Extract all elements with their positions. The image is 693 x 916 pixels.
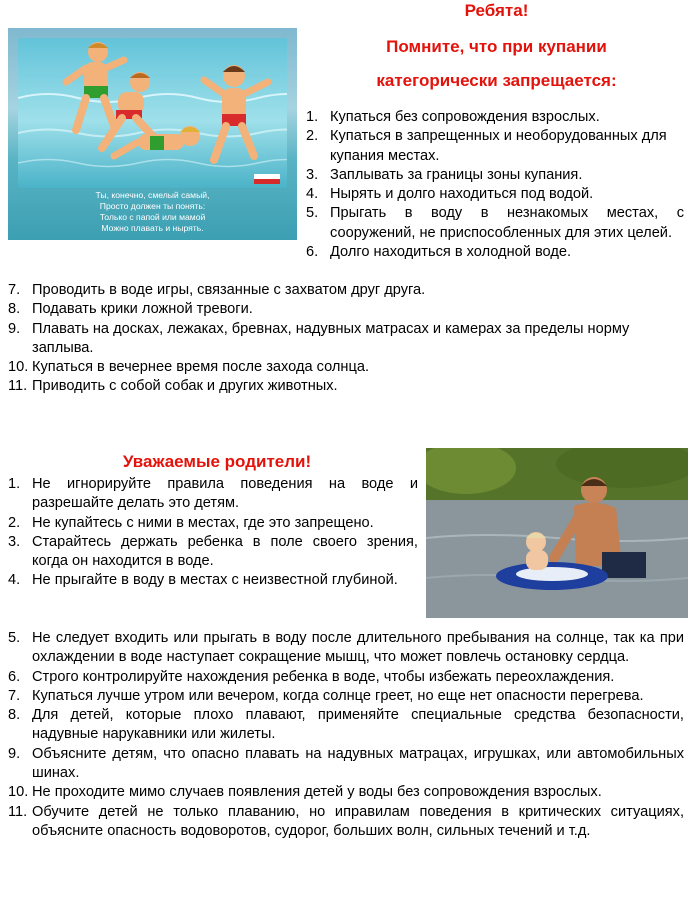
list-item: 7. Проводить в воде игры, связанные с захватом друг друга.	[8, 282, 426, 298]
list-item: 5. Не следует входить или прыгать в воду после длительного пребывания на солнце, так ка при охлаждении в воде наступает сокращение мышц, что может повлечь остановку сердца.	[8, 630, 684, 666]
caption-line: Ты, конечно, смелый самый,	[95, 190, 210, 200]
list-item: 9. Плавать на досках, лежаках, бревнах, надувных матрасах и камерах за пределы норму заплыва.	[8, 320, 630, 356]
section1-title	[300, 0, 693, 92]
list-item: 3. Старайтесь держать ребенка в поле своего зрения, когда он находится в воде.	[8, 533, 418, 570]
list-item: 4. Не прыгайте в воду в местах с неизвестной глубиной.	[8, 572, 398, 589]
section1-list-full	[8, 281, 684, 397]
list-item: 2. Не купайтесь с ними в местах, где это запрещено.	[8, 514, 374, 531]
list-item: 5. Прыгать в воду в незнакомых местах, с сооружений, не приспособленных для этих целей.	[306, 205, 684, 241]
list-item: 1. Не игнорируйте правила поведения на воде и разрешайте делать это детям.	[8, 476, 418, 512]
list-item: 8. Для детей, которые плохо плавают, применяйте специальные средства безопасности, надувные нарукавники или жилеты.	[8, 707, 684, 743]
section2-list-full	[8, 629, 684, 841]
list-item: 11. Обучите детей не только плаванию, но иправилам поведения в критических ситуациях, объясните опасность водоворотов, судорог, больших волн, сильных течений и т.д.	[8, 803, 684, 839]
section2-list-side	[8, 475, 418, 591]
caption-line: Просто должен ты понять:	[99, 201, 206, 211]
list-item: 6. Строго контролируйте нахождения ребенка в воде, чтобы избежать переохлаждения.	[8, 668, 615, 685]
illustration-caption	[8, 190, 297, 234]
title-line-1: Ребята!	[464, 1, 529, 20]
title-line-3: категорически запрещается:	[376, 71, 617, 90]
list-item: 4. Нырять и долго находиться под водой.	[306, 186, 594, 203]
children-swimming-illustration	[8, 28, 297, 240]
list-item: 3. Заплывать за границы зоны купания.	[306, 166, 583, 183]
list-item: 2. Купаться в запрещенных и необорудованных для купания местах.	[306, 128, 667, 164]
list-item: 10. Не проходите мимо случаев появления детей у воды без сопровождения взрослых.	[8, 784, 602, 801]
list-item: 8. Подавать крики ложной тревоги.	[8, 301, 253, 318]
list-item: 7. Купаться лучше утром или вечером, когда солнце греет, но еще нет опасности перегрева.	[8, 687, 644, 704]
pool-scene	[18, 38, 287, 188]
section2-title: Уважаемые родители!	[122, 452, 312, 471]
title-line-2: Помните, что при купании	[386, 37, 607, 56]
list-item: 1. Купаться без сопровождения взрослых.	[306, 109, 600, 125]
father-child-photo	[426, 448, 688, 618]
section1-list-side	[306, 108, 684, 262]
caption-line: Только с папой или мамой	[99, 212, 206, 222]
father-child-in-water-icon	[426, 448, 688, 618]
list-item: 9. Объясните детям, что опасно плавать на надувных матрацах, игрушках, или автомобильных шинах.	[8, 745, 684, 782]
flag-icon	[254, 174, 280, 184]
swimming-kids-icon	[18, 38, 287, 188]
caption-line: Можно плавать и нырять.	[101, 223, 204, 233]
list-item: 6. Долго находиться в холодной воде.	[306, 244, 572, 261]
list-item: 10. Купаться в вечернее время после захода солнца.	[8, 359, 370, 376]
list-item: 11. Приводить с собой собак и других животных.	[8, 378, 338, 395]
